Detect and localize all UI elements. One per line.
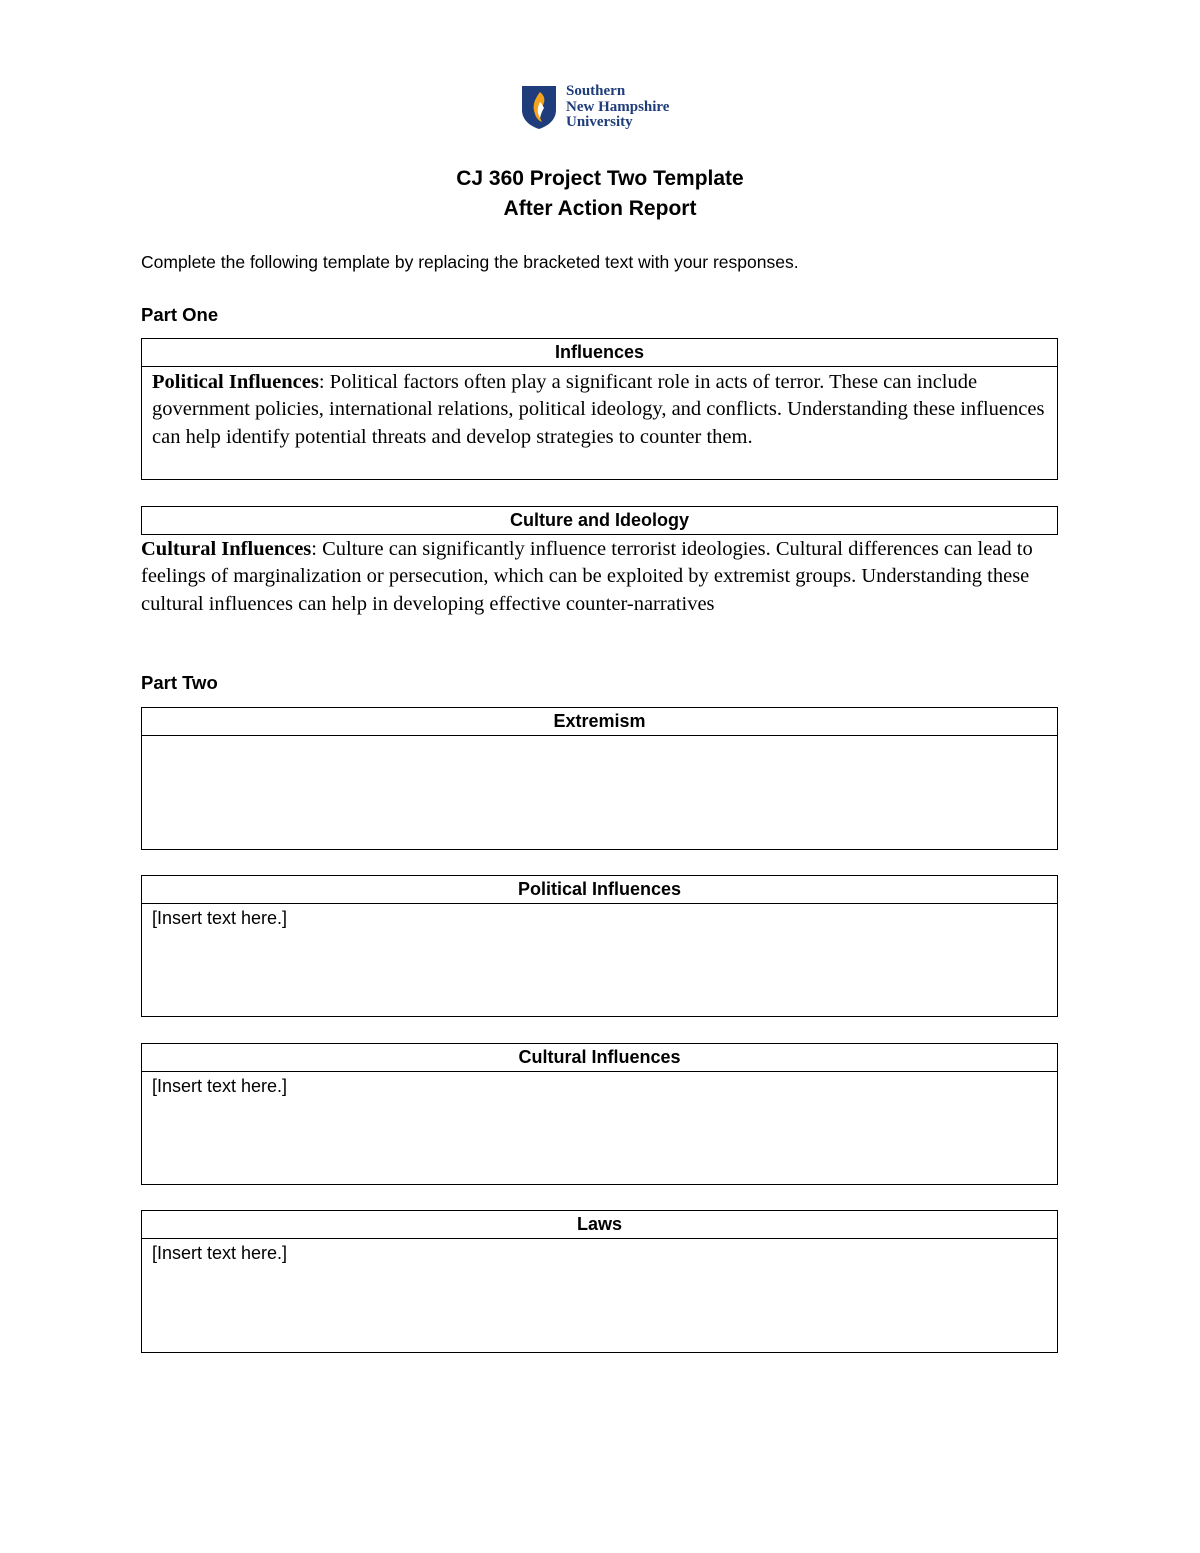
logo-line-3: University	[566, 114, 633, 130]
university-name	[566, 84, 669, 131]
culture-ideology-header: Culture and Ideology	[141, 506, 1058, 535]
political-influences-table	[141, 875, 1058, 1017]
logo-line-1: Southern	[566, 83, 626, 99]
cultural-influences-label: Cultural Influences	[141, 538, 312, 560]
flame-shield-icon	[520, 84, 558, 130]
laws-input[interactable]: [Insert text here.]	[152, 1243, 288, 1263]
extremism-body[interactable]	[142, 736, 1057, 738]
part-one-heading: Part One	[141, 304, 219, 325]
instructions: Complete the following template by replacing the bracketed text with your responses.	[141, 252, 799, 272]
influences-body	[142, 367, 1057, 451]
cultural-influences-text-block	[141, 536, 1071, 618]
political-influences-text: : Political factors often play a significant role in acts of terror. These can include government policies, international relations, political ideology, and conflicts. Understanding these influences can help identify potential threats and develop strategies to counter them.	[152, 371, 1045, 448]
laws-header: Laws	[142, 1211, 1057, 1239]
part-two-heading: Part Two	[141, 672, 218, 693]
extremism-table	[141, 707, 1058, 850]
political-influences-header: Political Influences	[142, 876, 1057, 904]
university-logo	[520, 84, 669, 131]
political-influences-input[interactable]: [Insert text here.]	[152, 908, 288, 928]
laws-table	[141, 1210, 1058, 1353]
cultural-influences-text: : Culture can significantly influence terrorist ideologies. Cultural differences can lead to feelings of marginalization or persecution, which can be exploited by extremist groups. Understanding these cultural influences can help in developing effective counter-narratives	[141, 538, 1033, 615]
political-influences-label: Political Influences	[152, 371, 319, 393]
title-line-2: After Action Report	[503, 197, 697, 220]
cultural-influences-input[interactable]: [Insert text here.]	[152, 1076, 288, 1096]
influences-table	[141, 338, 1058, 480]
logo-line-2: New Hampshire	[566, 98, 670, 115]
extremism-header: Extremism	[142, 708, 1057, 736]
influences-header: Influences	[142, 339, 1057, 367]
cultural-influences-table	[141, 1043, 1058, 1185]
title-line-1: CJ 360 Project Two Template	[456, 167, 744, 190]
document-title	[0, 164, 1200, 224]
cultural-influences-header: Cultural Influences	[142, 1044, 1057, 1072]
